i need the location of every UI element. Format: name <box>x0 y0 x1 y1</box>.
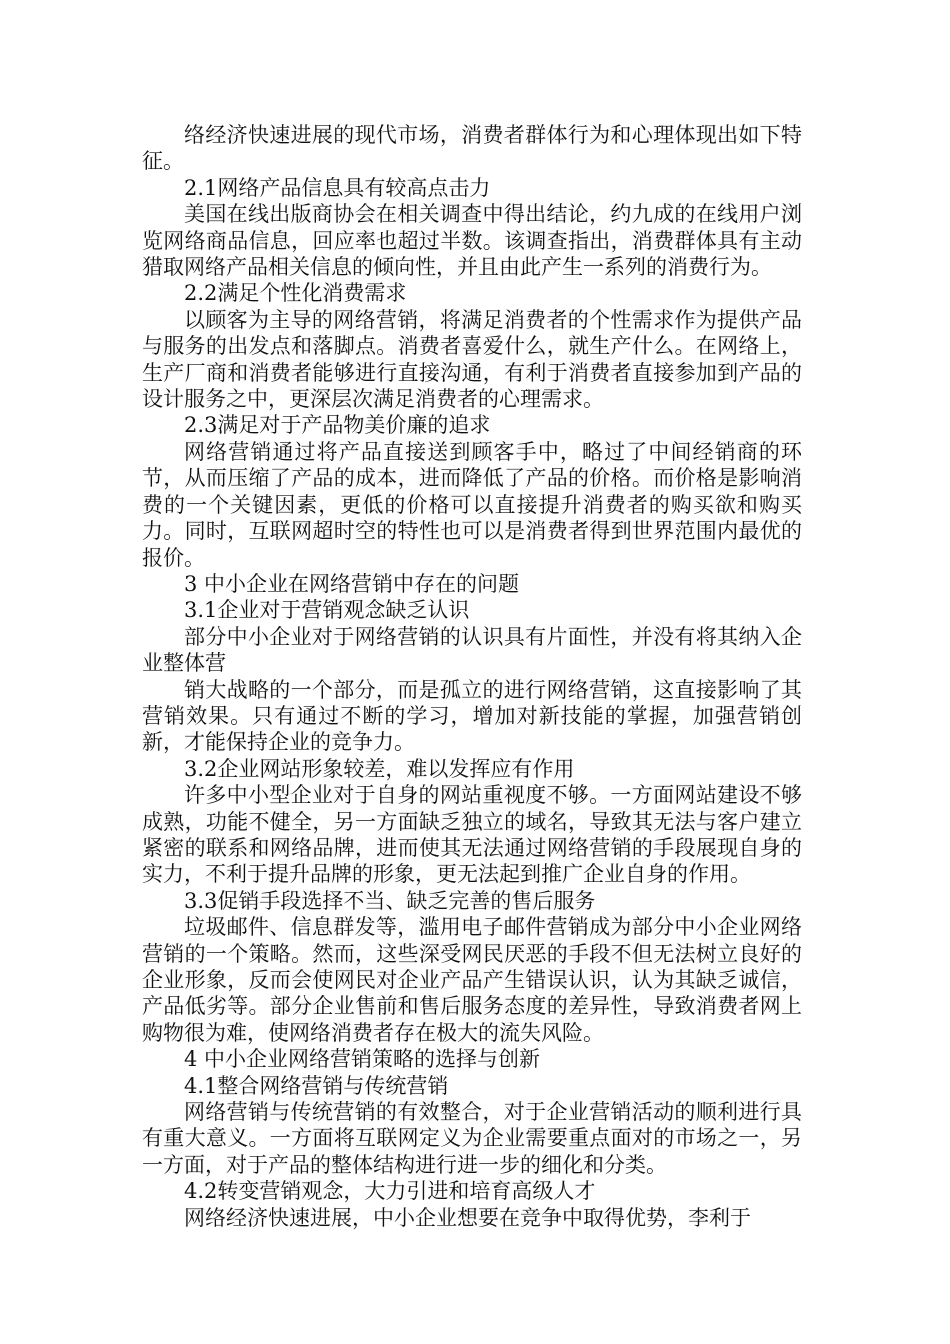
paragraph-2-2: 以顾客为主导的网络营销，将满足消费者的个性需求作为提供产品与服务的出发点和落脚点。消费者喜爱什么，就生产什么。在网络上，生产厂商和消费者能够进行直接沟通，有利于消费者直接参加到产品的设计服务之中，更深层次满足消费者的心理需求。 <box>142 307 802 412</box>
heading-2-2: 2.2满足个性化消费需求 <box>184 281 407 306</box>
heading-4-1: 4.1整合网络营销与传统营销 <box>184 1073 449 1098</box>
paragraph-2-3: 网络营销通过将产品直接送到顾客手中，略过了中间经销商的环节，从而压缩了产品的成本，进而降低了产品的价格。而价格是影响消费的一个关键因素，更低的价格可以直接提升消费者的购买欲和购买力。同时，互联网超时空的特性也可以是消费者得到世界范围内最优的报价。 <box>142 439 802 570</box>
document-body <box>142 122 802 1231</box>
heading-3: 3 中小企业在网络营销中存在的问题 <box>184 571 520 596</box>
heading-4: 4 中小企业网络营销策略的选择与创新 <box>184 1047 541 1072</box>
paragraph-4-1: 网络营销与传统营销的有效整合，对于企业营销活动的顺利进行具有重大意义。一方面将互联网定义为企业需要重点面对的市场之一，另一方面，对于产品的整体结构进行进一步的细化和分类。 <box>142 1100 802 1177</box>
heading-2-1: 2.1网络产品信息具有较高点击力 <box>184 175 491 200</box>
paragraph-3-2: 许多中小型企业对于自身的网站重视度不够。一方面网站建设不够成熟，功能不健全，另一方面缺乏独立的域名，导致其无法与客户建立紧密的联系和网络品牌，进而使其无法通过网络营销的手段展现自身的实力，不利于提升品牌的形象，更无法起到推广企业自身的作用。 <box>142 783 802 887</box>
paragraph-3-3: 垃圾邮件、信息群发等，滥用电子邮件营销成为部分中小企业网络营销的一个策略。然而，这些深受网民厌恶的手段不但无法树立良好的企业形象，反而会使网民对企业产品产生错误认识，认为其缺乏诚信，产品低劣等。部分企业售前和售后服务态度的差异性，导致消费者网上购物很为难，使网络消费者存在极大的流失风险。 <box>142 915 802 1045</box>
paragraph-3-1a: 部分中小企业对于网络营销的认识具有片面性，并没有将其纳入企业整体营 <box>142 624 802 676</box>
heading-3-1: 3.1企业对于营销观念缺乏认识 <box>184 598 470 623</box>
heading-3-3: 3.3促销手段选择不当、缺乏完善的售后服务 <box>184 888 596 913</box>
heading-4-2: 4.2转变营销观念，大力引进和培育高级人才 <box>184 1179 596 1204</box>
paragraph-4-2: 网络经济快速进展，中小企业想要在竞争中取得优势，李利于 <box>184 1205 751 1230</box>
heading-3-2: 3.2企业网站形象较差，难以发挥应有作用 <box>184 756 575 781</box>
heading-2-3: 2.3满足对于产品物美价廉的追求 <box>184 413 491 438</box>
paragraph-intro-continuation: 络经济快速进展的现代市场，消费者群体行为和心理体现出如下特征。 <box>142 123 802 174</box>
paragraph-2-1: 美国在线出版商协会在相关调查中得出结论，约九成的在线用户浏览网络商品信息，回应率也超过半数。该调查指出，消费群体具有主动猎取网络产品相关信息的倾向性，并且由此产生一系列的消费行为。 <box>142 202 802 280</box>
paragraph-3-1b: 销大战略的一个部分，而是孤立的进行网络营销，这直接影响了其营销效果。只有通过不断的学习，增加对新技能的掌握，加强营销创新，才能保持企业的竞争力。 <box>142 677 802 755</box>
